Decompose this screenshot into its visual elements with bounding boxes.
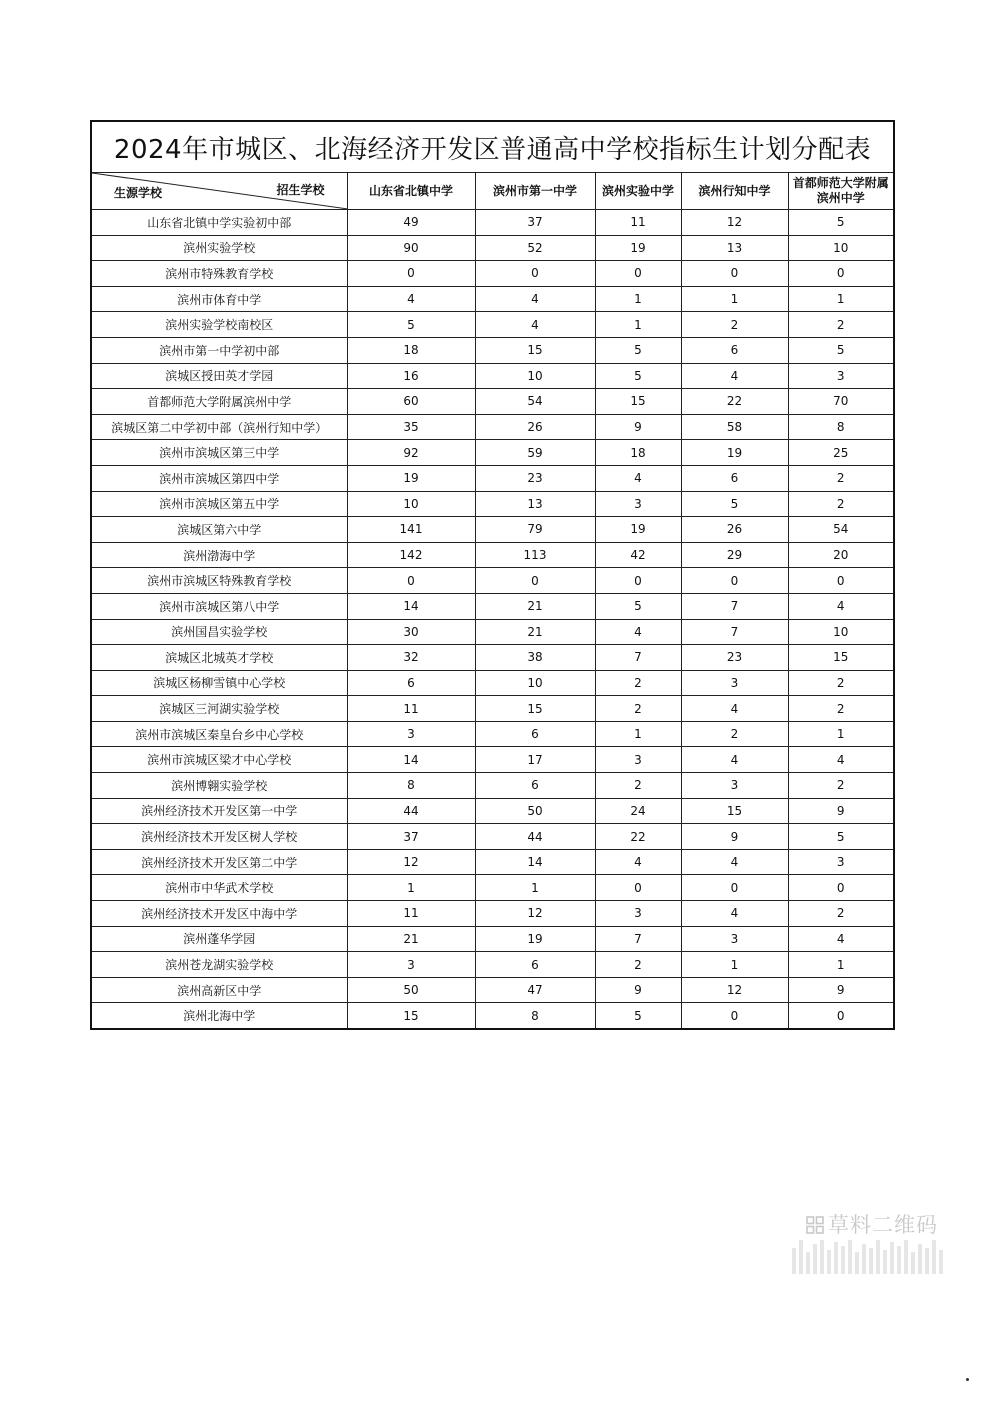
source-school-cell: 滨州经济技术开发区第一中学 bbox=[91, 798, 347, 824]
table-row bbox=[91, 261, 894, 287]
quota-cell: 16 bbox=[347, 363, 475, 389]
source-school-cell: 滨城区第六中学 bbox=[91, 517, 347, 543]
quota-cell: 4 bbox=[475, 312, 595, 338]
quota-cell: 1 bbox=[595, 721, 681, 747]
quota-cell: 38 bbox=[475, 645, 595, 671]
quota-cell: 44 bbox=[347, 798, 475, 824]
quota-cell: 10 bbox=[788, 619, 894, 645]
quota-cell: 4 bbox=[595, 619, 681, 645]
quota-cell: 19 bbox=[681, 440, 788, 466]
column-header: 滨州行知中学 bbox=[681, 173, 788, 210]
quota-cell: 2 bbox=[788, 773, 894, 799]
source-school-cell: 滨州蓬华学园 bbox=[91, 926, 347, 952]
quota-cell: 9 bbox=[788, 798, 894, 824]
quota-cell: 23 bbox=[475, 465, 595, 491]
quota-cell: 5 bbox=[788, 337, 894, 363]
quota-cell: 1 bbox=[347, 875, 475, 901]
quota-cell: 44 bbox=[475, 824, 595, 850]
source-school-cell: 滨州市滨城区梁才中心学校 bbox=[91, 747, 347, 773]
quota-cell: 6 bbox=[681, 337, 788, 363]
quota-cell: 4 bbox=[788, 593, 894, 619]
quota-cell: 9 bbox=[681, 824, 788, 850]
quota-cell: 21 bbox=[475, 619, 595, 645]
quota-cell: 3 bbox=[681, 926, 788, 952]
quota-cell: 2 bbox=[595, 773, 681, 799]
column-header: 首都师范大学附属滨州中学 bbox=[788, 173, 894, 210]
source-school-cell: 滨州市滨城区第四中学 bbox=[91, 465, 347, 491]
quota-cell: 0 bbox=[788, 261, 894, 287]
quota-cell: 11 bbox=[347, 696, 475, 722]
source-school-cell: 滨州市滨城区第五中学 bbox=[91, 491, 347, 517]
quota-cell: 15 bbox=[788, 645, 894, 671]
quota-cell: 0 bbox=[347, 568, 475, 594]
quota-cell: 0 bbox=[681, 1003, 788, 1029]
quota-cell: 2 bbox=[681, 312, 788, 338]
quota-cell: 15 bbox=[475, 337, 595, 363]
table-title: 2024年市城区、北海经济开发区普通高中学校指标生计划分配表 bbox=[91, 121, 894, 173]
source-school-cell: 滨州市滨城区第三中学 bbox=[91, 440, 347, 466]
quota-cell: 3 bbox=[595, 901, 681, 927]
quota-cell: 2 bbox=[788, 465, 894, 491]
corner-label-target: 招生学校 bbox=[276, 183, 325, 197]
quota-cell: 0 bbox=[595, 875, 681, 901]
quota-cell: 4 bbox=[347, 286, 475, 312]
quota-cell: 3 bbox=[595, 747, 681, 773]
quota-cell: 0 bbox=[475, 568, 595, 594]
quota-cell: 2 bbox=[681, 721, 788, 747]
quota-cell: 5 bbox=[788, 824, 894, 850]
source-school-cell: 滨州国昌实验学校 bbox=[91, 619, 347, 645]
table-row bbox=[91, 440, 894, 466]
quota-cell: 0 bbox=[788, 568, 894, 594]
quota-cell: 2 bbox=[595, 696, 681, 722]
quota-cell: 4 bbox=[681, 363, 788, 389]
table-row bbox=[91, 593, 894, 619]
quota-cell: 2 bbox=[788, 901, 894, 927]
quota-cell: 2 bbox=[788, 696, 894, 722]
table-row bbox=[91, 619, 894, 645]
table-body bbox=[91, 210, 894, 1030]
quota-cell: 9 bbox=[788, 977, 894, 1003]
quota-cell: 15 bbox=[475, 696, 595, 722]
table-row bbox=[91, 568, 894, 594]
quota-cell: 18 bbox=[347, 337, 475, 363]
quota-cell: 26 bbox=[475, 414, 595, 440]
quota-cell: 0 bbox=[788, 875, 894, 901]
quota-cell: 5 bbox=[595, 1003, 681, 1029]
quota-cell: 13 bbox=[681, 235, 788, 261]
source-school-cell: 滨州北海中学 bbox=[91, 1003, 347, 1029]
page-mark bbox=[966, 1378, 969, 1381]
table-row bbox=[91, 1003, 894, 1029]
quota-cell: 7 bbox=[595, 926, 681, 952]
quota-cell: 12 bbox=[681, 977, 788, 1003]
column-header: 滨州市第一中学 bbox=[475, 173, 595, 210]
source-school-cell: 滨城区三河湖实验学校 bbox=[91, 696, 347, 722]
table-row bbox=[91, 312, 894, 338]
source-school-cell: 滨城区杨柳雪镇中心学校 bbox=[91, 670, 347, 696]
quota-cell: 11 bbox=[595, 210, 681, 236]
corner-header-cell bbox=[91, 173, 347, 210]
header-row bbox=[91, 173, 894, 210]
table-row bbox=[91, 670, 894, 696]
quota-cell: 5 bbox=[681, 491, 788, 517]
quota-cell: 4 bbox=[595, 849, 681, 875]
quota-cell: 1 bbox=[788, 286, 894, 312]
table-row bbox=[91, 414, 894, 440]
quota-cell: 17 bbox=[475, 747, 595, 773]
quota-cell: 21 bbox=[475, 593, 595, 619]
quota-cell: 7 bbox=[681, 619, 788, 645]
quota-cell: 10 bbox=[475, 670, 595, 696]
quota-cell: 79 bbox=[475, 517, 595, 543]
quota-cell: 1 bbox=[595, 312, 681, 338]
quota-cell: 21 bbox=[347, 926, 475, 952]
column-header: 山东省北镇中学 bbox=[347, 173, 475, 210]
source-school-cell: 首都师范大学附属滨州中学 bbox=[91, 389, 347, 415]
quota-cell: 2 bbox=[788, 670, 894, 696]
source-school-cell: 滨州博翱实验学校 bbox=[91, 773, 347, 799]
quota-cell: 7 bbox=[595, 645, 681, 671]
quota-cell: 0 bbox=[595, 261, 681, 287]
watermark-text: 草料二维码 bbox=[828, 1213, 938, 1237]
quota-cell: 3 bbox=[788, 363, 894, 389]
source-school-cell: 滨州市滨城区第八中学 bbox=[91, 593, 347, 619]
quota-cell: 5 bbox=[347, 312, 475, 338]
quota-cell: 19 bbox=[595, 517, 681, 543]
table-row bbox=[91, 849, 894, 875]
quota-cell: 22 bbox=[681, 389, 788, 415]
quota-cell: 58 bbox=[681, 414, 788, 440]
column-header: 滨州实验中学 bbox=[595, 173, 681, 210]
table-row bbox=[91, 389, 894, 415]
source-school-cell: 滨州市体育中学 bbox=[91, 286, 347, 312]
quota-cell: 19 bbox=[347, 465, 475, 491]
quota-cell: 29 bbox=[681, 542, 788, 568]
quota-cell: 4 bbox=[681, 696, 788, 722]
quota-cell: 19 bbox=[595, 235, 681, 261]
source-school-cell: 滨州高新区中学 bbox=[91, 977, 347, 1003]
quota-cell: 2 bbox=[788, 312, 894, 338]
table-row bbox=[91, 952, 894, 978]
quota-cell: 3 bbox=[595, 491, 681, 517]
table-row bbox=[91, 337, 894, 363]
table-row bbox=[91, 773, 894, 799]
source-school-cell: 滨城区北城英才学校 bbox=[91, 645, 347, 671]
quota-cell: 4 bbox=[681, 849, 788, 875]
source-school-cell: 滨州市滨城区特殊教育学校 bbox=[91, 568, 347, 594]
quota-cell: 1 bbox=[788, 952, 894, 978]
quota-cell: 0 bbox=[681, 261, 788, 287]
table-row bbox=[91, 926, 894, 952]
source-school-cell: 滨城区第二中学初中部（滨州行知中学） bbox=[91, 414, 347, 440]
quota-cell: 1 bbox=[681, 952, 788, 978]
quota-cell: 14 bbox=[475, 849, 595, 875]
quota-cell: 1 bbox=[475, 875, 595, 901]
quota-cell: 14 bbox=[347, 747, 475, 773]
quota-cell: 23 bbox=[681, 645, 788, 671]
table-row bbox=[91, 747, 894, 773]
source-school-cell: 滨州市第一中学初中部 bbox=[91, 337, 347, 363]
quota-cell: 141 bbox=[347, 517, 475, 543]
source-school-cell: 滨州经济技术开发区中海中学 bbox=[91, 901, 347, 927]
quota-cell: 4 bbox=[681, 901, 788, 927]
quota-cell: 37 bbox=[475, 210, 595, 236]
quota-cell: 90 bbox=[347, 235, 475, 261]
quota-cell: 6 bbox=[475, 952, 595, 978]
quota-cell: 35 bbox=[347, 414, 475, 440]
quota-cell: 6 bbox=[475, 721, 595, 747]
quota-cell: 7 bbox=[681, 593, 788, 619]
quota-cell: 26 bbox=[681, 517, 788, 543]
quota-cell: 49 bbox=[347, 210, 475, 236]
quota-cell: 5 bbox=[595, 363, 681, 389]
quota-cell: 0 bbox=[788, 1003, 894, 1029]
quota-cell: 24 bbox=[595, 798, 681, 824]
quota-cell: 4 bbox=[681, 747, 788, 773]
table-row bbox=[91, 517, 894, 543]
quota-cell: 50 bbox=[475, 798, 595, 824]
quota-cell: 0 bbox=[681, 568, 788, 594]
source-school-cell: 滨州苍龙湖实验学校 bbox=[91, 952, 347, 978]
source-school-cell: 滨州经济技术开发区树人学校 bbox=[91, 824, 347, 850]
table-row bbox=[91, 491, 894, 517]
source-school-cell: 滨州实验学校南校区 bbox=[91, 312, 347, 338]
qr-grid-icon bbox=[806, 1216, 824, 1234]
source-school-cell: 滨州市中华武术学校 bbox=[91, 875, 347, 901]
quota-cell: 113 bbox=[475, 542, 595, 568]
table-row bbox=[91, 645, 894, 671]
quota-cell: 5 bbox=[595, 337, 681, 363]
table-row bbox=[91, 696, 894, 722]
quota-cell: 1 bbox=[595, 286, 681, 312]
barcode-decoration bbox=[792, 1240, 943, 1274]
quota-cell: 8 bbox=[475, 1003, 595, 1029]
quota-cell: 3 bbox=[681, 773, 788, 799]
quota-cell: 12 bbox=[347, 849, 475, 875]
quota-cell: 3 bbox=[347, 721, 475, 747]
quota-cell: 9 bbox=[595, 977, 681, 1003]
source-school-cell: 滨城区授田英才学园 bbox=[91, 363, 347, 389]
quota-cell: 2 bbox=[788, 491, 894, 517]
quota-cell: 142 bbox=[347, 542, 475, 568]
quota-cell: 20 bbox=[788, 542, 894, 568]
quota-cell: 15 bbox=[347, 1003, 475, 1029]
quota-cell: 0 bbox=[595, 568, 681, 594]
quota-cell: 4 bbox=[788, 747, 894, 773]
table-row bbox=[91, 465, 894, 491]
quota-cell: 6 bbox=[347, 670, 475, 696]
quota-cell: 0 bbox=[347, 261, 475, 287]
quota-cell: 0 bbox=[681, 875, 788, 901]
table-row bbox=[91, 235, 894, 261]
quota-cell: 10 bbox=[788, 235, 894, 261]
quota-cell: 6 bbox=[475, 773, 595, 799]
table-row bbox=[91, 363, 894, 389]
quota-cell: 12 bbox=[475, 901, 595, 927]
source-school-cell: 山东省北镇中学实验初中部 bbox=[91, 210, 347, 236]
quota-cell: 14 bbox=[347, 593, 475, 619]
allocation-table bbox=[90, 120, 895, 1030]
quota-cell: 60 bbox=[347, 389, 475, 415]
source-school-cell: 滨州市特殊教育学校 bbox=[91, 261, 347, 287]
quota-cell: 8 bbox=[788, 414, 894, 440]
source-school-cell: 滨州实验学校 bbox=[91, 235, 347, 261]
table-row bbox=[91, 798, 894, 824]
quota-cell: 59 bbox=[475, 440, 595, 466]
quota-cell: 70 bbox=[788, 389, 894, 415]
quota-cell: 2 bbox=[595, 670, 681, 696]
corner-label-source: 生源学校 bbox=[114, 186, 163, 200]
quota-cell: 37 bbox=[347, 824, 475, 850]
quota-cell: 3 bbox=[347, 952, 475, 978]
quota-cell: 4 bbox=[595, 465, 681, 491]
quota-cell: 19 bbox=[475, 926, 595, 952]
table-row bbox=[91, 824, 894, 850]
quota-cell: 54 bbox=[475, 389, 595, 415]
watermark bbox=[806, 1209, 938, 1239]
quota-cell: 30 bbox=[347, 619, 475, 645]
quota-cell: 1 bbox=[681, 286, 788, 312]
quota-cell: 0 bbox=[475, 261, 595, 287]
quota-cell: 13 bbox=[475, 491, 595, 517]
quota-cell: 47 bbox=[475, 977, 595, 1003]
quota-cell: 2 bbox=[595, 952, 681, 978]
quota-cell: 4 bbox=[475, 286, 595, 312]
quota-cell: 12 bbox=[681, 210, 788, 236]
source-school-cell: 滨州市滨城区秦皇台乡中心学校 bbox=[91, 721, 347, 747]
table-row bbox=[91, 286, 894, 312]
table-row bbox=[91, 542, 894, 568]
quota-cell: 92 bbox=[347, 440, 475, 466]
source-school-cell: 滨州渤海中学 bbox=[91, 542, 347, 568]
table-row bbox=[91, 210, 894, 236]
quota-cell: 22 bbox=[595, 824, 681, 850]
quota-cell: 11 bbox=[347, 901, 475, 927]
quota-cell: 52 bbox=[475, 235, 595, 261]
table-row bbox=[91, 721, 894, 747]
quota-cell: 32 bbox=[347, 645, 475, 671]
quota-cell: 42 bbox=[595, 542, 681, 568]
source-school-cell: 滨州经济技术开发区第二中学 bbox=[91, 849, 347, 875]
quota-cell: 15 bbox=[681, 798, 788, 824]
quota-cell: 10 bbox=[347, 491, 475, 517]
quota-cell: 3 bbox=[788, 849, 894, 875]
quota-cell: 9 bbox=[595, 414, 681, 440]
quota-cell: 6 bbox=[681, 465, 788, 491]
quota-cell: 1 bbox=[788, 721, 894, 747]
quota-cell: 10 bbox=[475, 363, 595, 389]
quota-cell: 25 bbox=[788, 440, 894, 466]
quota-cell: 8 bbox=[347, 773, 475, 799]
table-row bbox=[91, 901, 894, 927]
quota-cell: 50 bbox=[347, 977, 475, 1003]
quota-cell: 4 bbox=[788, 926, 894, 952]
quota-cell: 54 bbox=[788, 517, 894, 543]
quota-cell: 5 bbox=[595, 593, 681, 619]
quota-cell: 18 bbox=[595, 440, 681, 466]
quota-cell: 5 bbox=[788, 210, 894, 236]
table-row bbox=[91, 977, 894, 1003]
quota-cell: 15 bbox=[595, 389, 681, 415]
table-row bbox=[91, 875, 894, 901]
quota-cell: 3 bbox=[681, 670, 788, 696]
